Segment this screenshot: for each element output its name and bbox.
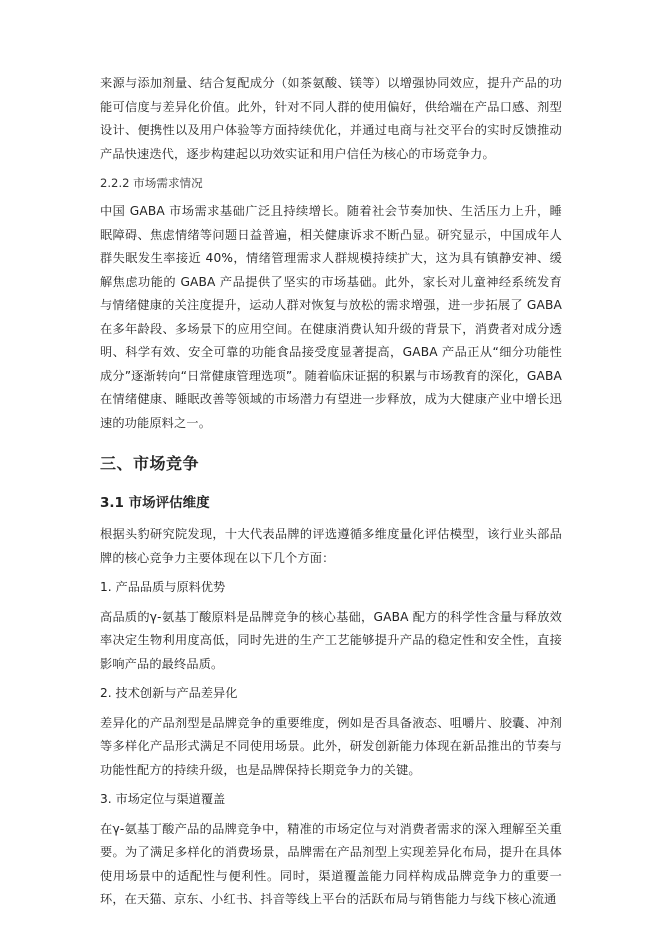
list-item-text: 在γ-氨基丁酸产品的品牌竞争中，精准的市场定位与对消费者需求的深入理解至关重要。为了满足多样化的消费场景，品牌需在产品剂型上实现差异化布局，提升在具体使用场景中的适配性与便利性。同时，渠道覆盖能力同样构成品牌竞争力的重要一环，在天猫、京东、小红书、抖音等线上平台的活跃布局与销售能力与线下核心流通 xyxy=(100,821,562,906)
section-3-1-heading: 3.1 市场评估维度 xyxy=(100,495,210,511)
section-2-2-2-heading: 2.2.2 市场需求情况 xyxy=(100,176,203,190)
list-item-title: 1. 产品品质与原料优势 xyxy=(100,580,226,594)
list-item-text: 差异化的产品剂型是品牌竞争的重要维度，例如是否具备液态、咀嚼片、胶囊、冲剂等多样化产品形式满足不同使用场景。此外，研发创新能力体现在新品推出的节奏与功能性配方的持续升级，也是品牌保持长期竞争力的关键。 xyxy=(100,715,562,777)
list-item-text: 高品质的γ-氨基丁酸原料是品牌竞争的核心基础，GABA 配方的科学性含量与释放效率决定生物利用度高低，同时先进的生产工艺能够提升产品的稳定性和安全性，直接影响产品的最终品质。 xyxy=(100,609,562,671)
list-item-title: 3. 市场定位与渠道覆盖 xyxy=(100,792,226,806)
list-item-title: 2. 技术创新与产品差异化 xyxy=(100,686,238,700)
section-3-1-intro: 根据头豹研究院发现，十大代表品牌的评选遵循多维度量化评估模型，该行业头部品牌的核心竞争力主要体现在以下几个方面： xyxy=(100,527,562,565)
section-3-heading: 三、市场竞争 xyxy=(100,454,200,473)
intro-paragraph: 来源与添加剂量、结合复配成分（如茶氨酸、镁等）以增强协同效应，提升产品的功能可信度与差异化价值。此外，针对不同人群的使用偏好，供给端在产品口感、剂型设计、便携性以及用户体验等方面持续优化，并通过电商与社交平台的实时反馈推动产品快速迭代，逐步构建起以功效实证和用户信任为核心的市场竞争力。 xyxy=(100,76,562,161)
page-content xyxy=(100,72,562,912)
market-demand-paragraph: 中国 GABA 市场需求基础广泛且持续增长。随着社会节奏加快、生活压力上升，睡眠障碍、焦虑情绪等问题日益普遍，相关健康诉求不断凸显。研究显示，中国成年人群失眠发生率接近 40%，情绪管理需求人群规模持续扩大，这为具有镇静安神、缓解焦虑功能的 GABA 产品提供了坚实的市场基础。此外，家长对儿童神经系统发育与情绪健康的关注度提升，运动人群对恢复与放松的需求增强，进一步拓展了 GABA 在多年龄段、多场景下的应用空间。在健康消费认知升级的背景下，消费者对成分透明、科学有效、安全可靠的功能食品接受度显著提高，GABA 产品正从“细分功能性成分”逐渐转向“日常健康管理选项”。随着临床证据的积累与市场教育的深化，GABA 在情绪健康、睡眠改善等领域的市场潜力有望进一步释放，成为大健康产业中增长迅速的功能原料之一。 xyxy=(100,204,562,430)
